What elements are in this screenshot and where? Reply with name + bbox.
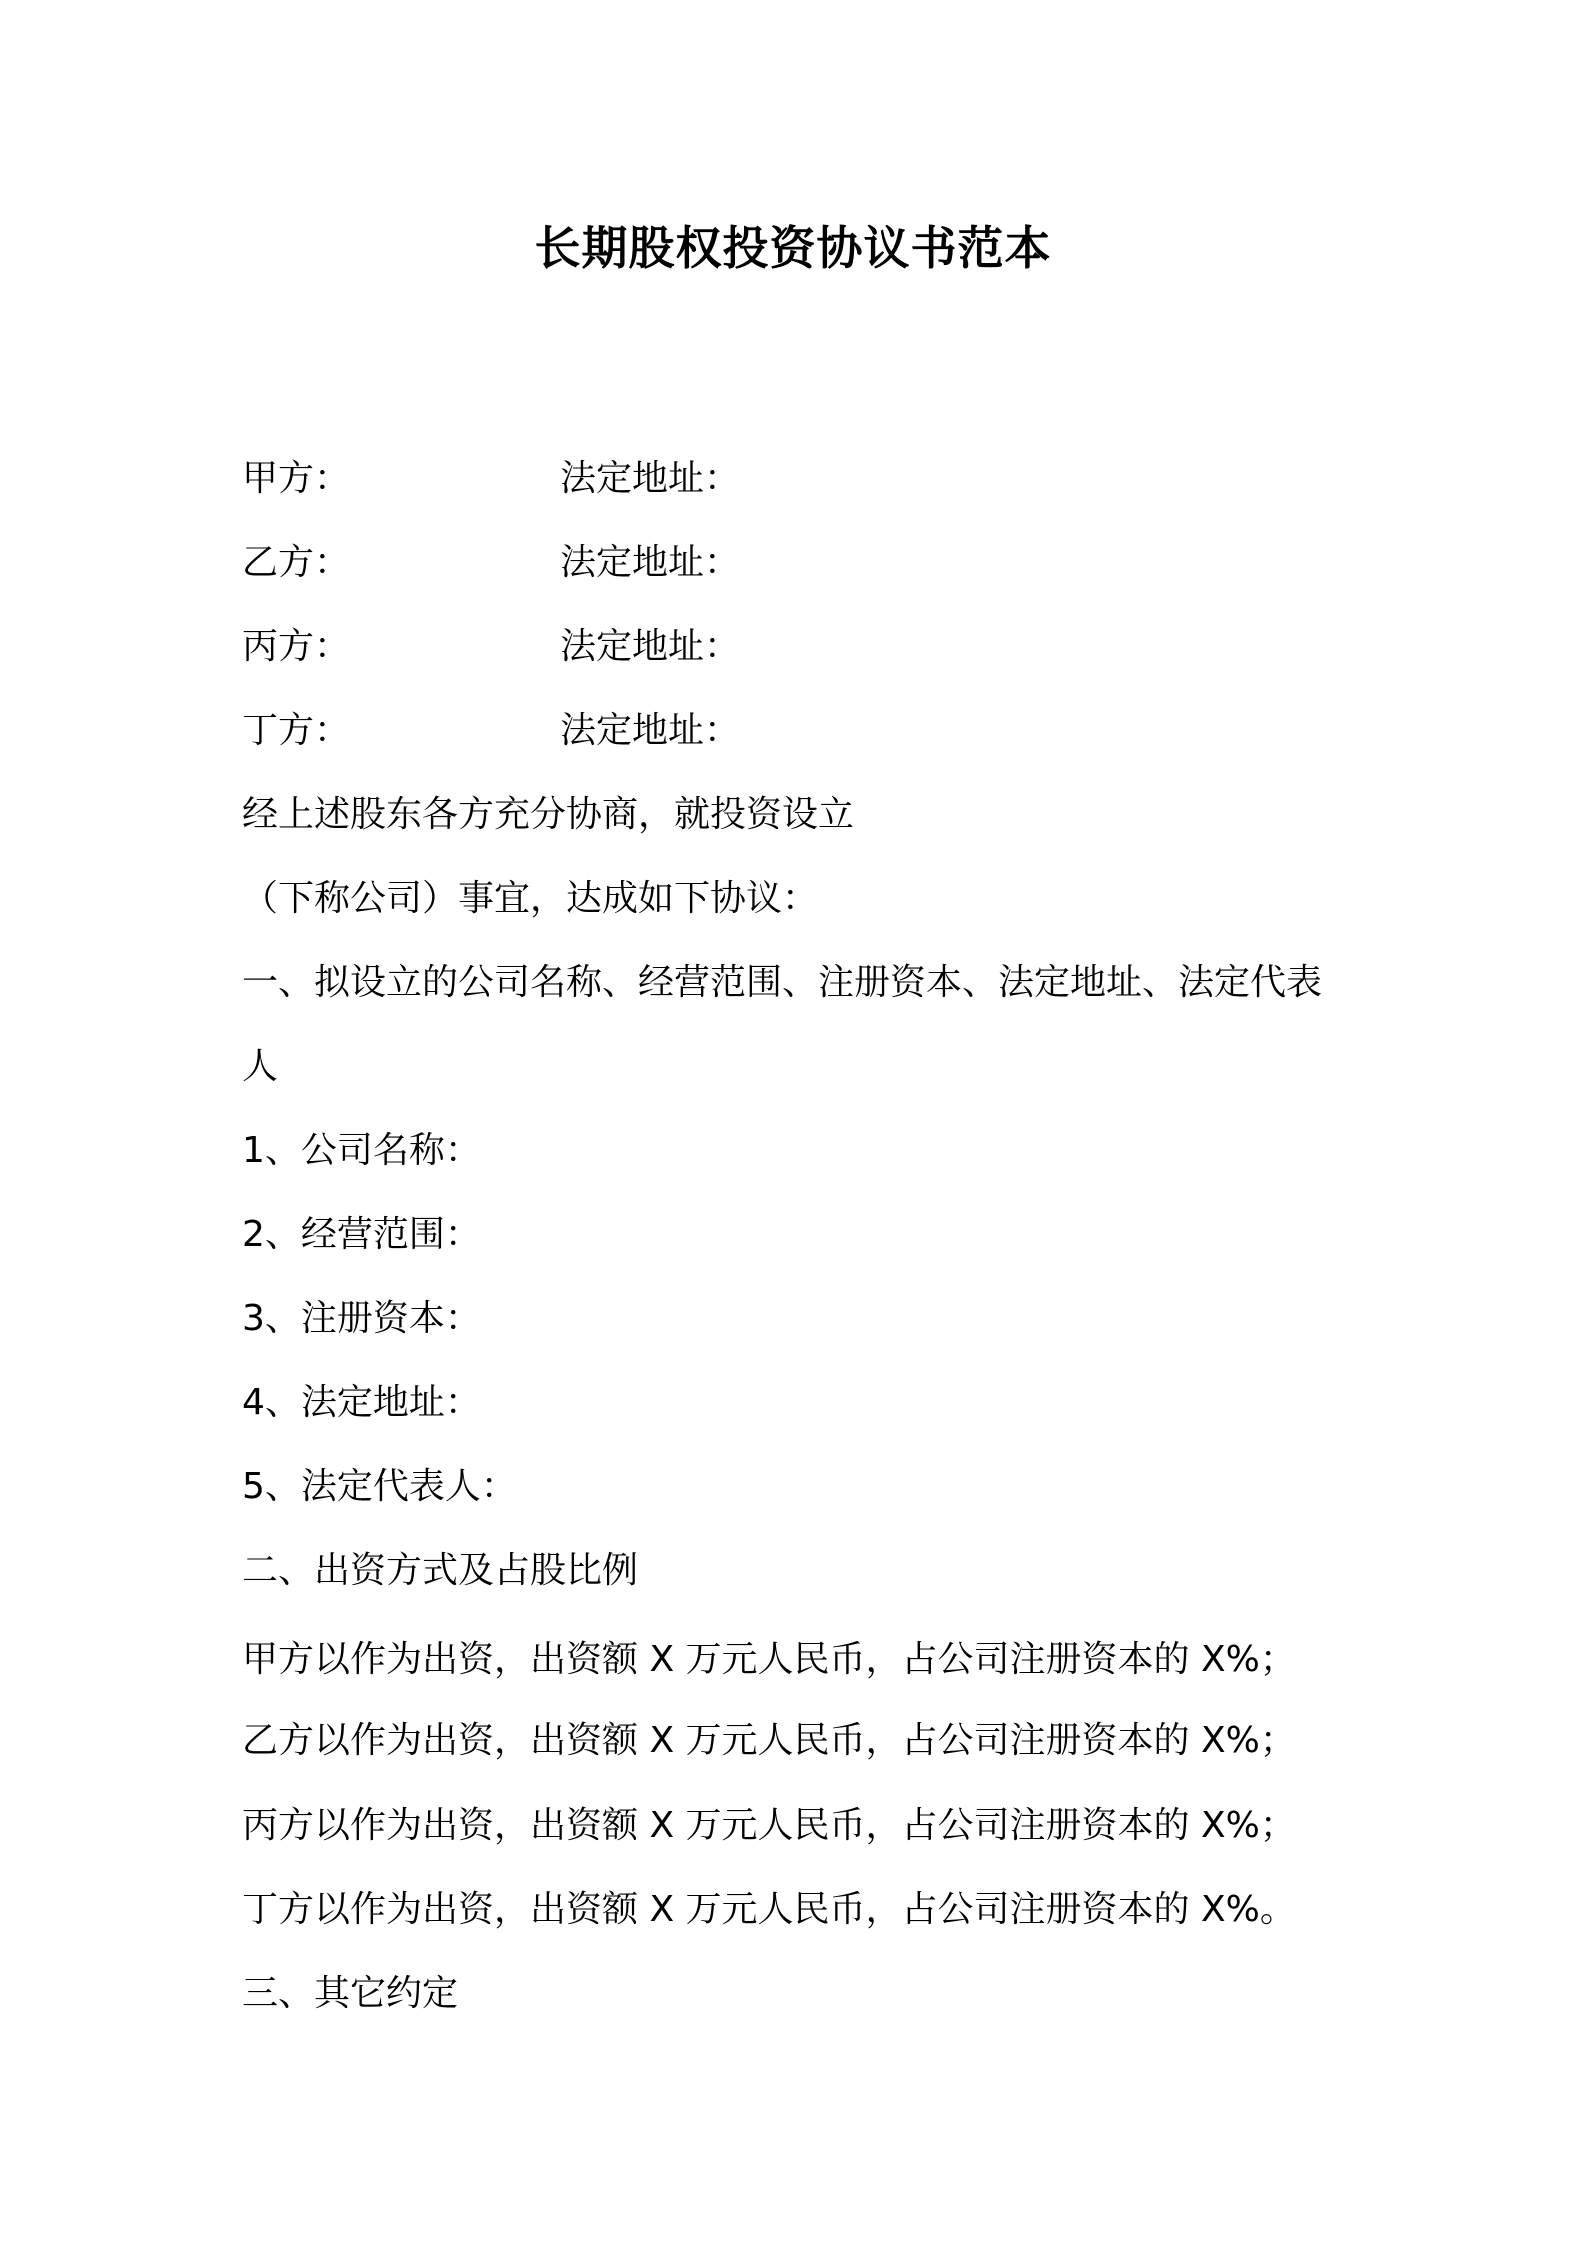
list-item-legal-address: 4、法定地址：: [242, 1382, 481, 1423]
party-address-label: 法定地址：: [560, 542, 741, 583]
contribution-line-jia: 甲方以作为出资，出资额 X 万元人民币，占公司注册资本的 X%；: [242, 1639, 1296, 1680]
section-1-heading-continued: 人: [242, 1046, 279, 1087]
section-2-heading: 二、出资方式及占股比例: [242, 1550, 639, 1591]
party-row-bing: [242, 619, 1042, 675]
party-address-label: 法定地址：: [560, 626, 741, 667]
contribution-line-ding: 丁方以作为出资，出资额 X 万元人民币，占公司注册资本的 X%。: [242, 1889, 1296, 1930]
party-row-yi: [242, 535, 1042, 591]
party-row-jia: [242, 451, 1042, 507]
section-1-heading: 一、拟设立的公司名称、经营范围、注册资本、法定地址、法定代表: [242, 962, 1323, 1003]
party-label: 丁方：: [242, 710, 351, 751]
party-label: 丙方：: [242, 626, 351, 667]
party-address-label: 法定地址：: [560, 458, 741, 499]
intro-line-1: 经上述股东各方充分协商，就投资设立: [242, 794, 855, 835]
party-address-label: 法定地址：: [560, 710, 741, 751]
party-label: 乙方：: [242, 542, 351, 583]
party-row-ding: [242, 703, 1042, 759]
list-item-company-name: 1、公司名称：: [242, 1130, 481, 1171]
party-label: 甲方：: [242, 458, 351, 499]
document-title: 长期股权投资协议书范本: [534, 221, 1052, 275]
contribution-line-bing: 丙方以作为出资，出资额 X 万元人民币，占公司注册资本的 X%；: [242, 1805, 1296, 1846]
contribution-line-yi: 乙方以作为出资，出资额 X 万元人民币，占公司注册资本的 X%；: [242, 1720, 1296, 1761]
list-item-legal-representative: 5、法定代表人：: [242, 1466, 517, 1507]
intro-line-2: （下称公司）事宜，达成如下协议：: [242, 878, 819, 919]
list-item-registered-capital: 3、注册资本：: [242, 1298, 481, 1339]
list-item-business-scope: 2、经营范围：: [242, 1214, 481, 1255]
section-3-heading: 三、其它约定: [242, 1973, 459, 2014]
